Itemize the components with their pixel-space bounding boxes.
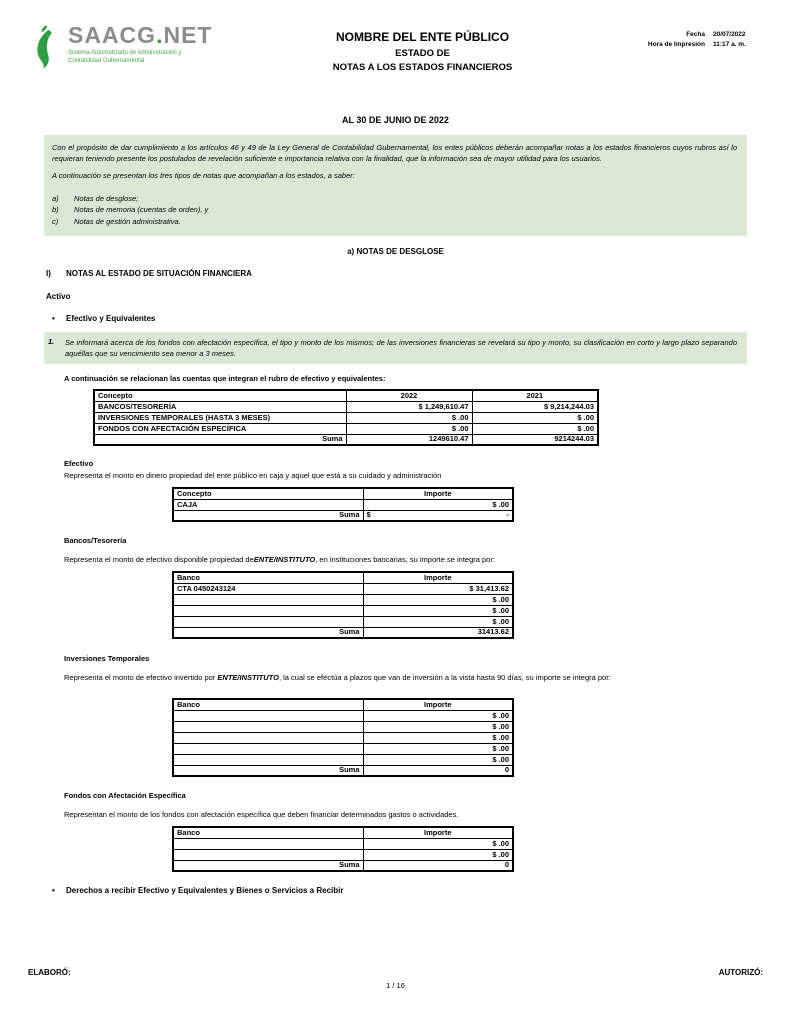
column-header: 2021: [472, 390, 598, 401]
table-row: [173, 594, 513, 605]
intro-paragraph-1: Con el propósito de dar cumplimiento a los artículos 46 y 49 de la Ley General de Contabilidad Gubernamental, los entes públicos deberán acompañar notas a los estados financieros cuyos rubros así lo requieran teniendo presente los postulados de revelación suficiente e importancia relativa con la finalidad, que la información sea de mayor utilidad para los usuarios.: [52, 143, 737, 163]
suma-amount-cell: 1249610.47: [346, 434, 472, 445]
list-item: a) Notas de desglose;: [52, 193, 139, 203]
entity-name: NOMBRE DEL ENTE PÚBLICO: [335, 30, 510, 44]
table-row: [173, 743, 513, 754]
column-header: Concepto: [94, 390, 346, 401]
row-label-cell: CAJA: [173, 499, 363, 510]
bancos-description: Representa el monto de efectivo disponible propiedad deENTE/INSTITUTO, en instituciones bancarias, su importe se integra por:: [64, 555, 495, 565]
amount-cell: $ .00: [363, 710, 513, 721]
bancos-table: [172, 571, 514, 639]
table-row: [173, 499, 513, 510]
intro-block: [44, 135, 747, 236]
column-header: Importe: [363, 572, 513, 583]
autorizo-label: AUTORIZÓ:: [718, 968, 763, 977]
suma-amount-cell: 9214244.03: [472, 434, 598, 445]
efectivo-description: Representa el monto en dinero propiedad del ente público en caja y aquel que está a su cuidado y administración: [64, 471, 442, 481]
efectivo-table: [172, 487, 514, 522]
bullet-derechos-recibir: • Derechos a recibir Efectivo y Equivalentes y Bienes o Servicios a Recibir: [52, 886, 344, 896]
table-row: [173, 583, 513, 594]
list-item: c) Notas de gestión administrativa.: [52, 217, 181, 226]
row-label-cell: [173, 605, 363, 616]
amount-cell: $ .00: [363, 721, 513, 732]
report-date-title: AL 30 DE JUNIO DE 2022: [342, 115, 449, 125]
suma-row: [173, 765, 513, 776]
report-type-line1: ESTADO DE: [395, 48, 450, 59]
row-label-cell: [173, 849, 363, 860]
column-header: 2022: [346, 390, 472, 401]
fondos-table: [172, 826, 514, 872]
table-header-row: [173, 699, 513, 710]
row-label-cell: [173, 594, 363, 605]
row-label-cell: [173, 743, 363, 754]
report-titles: [234, 24, 611, 73]
row-label-cell: INVERSIONES TEMPORALES (HASTA 3 MESES): [94, 412, 346, 423]
column-header: Importe: [363, 827, 513, 838]
subsection-situacion-financiera: I) NOTAS AL ESTADO DE SITUACIÓN FINANCIERA: [46, 268, 252, 278]
suma-amount-cell: $ -: [363, 510, 513, 521]
amount-cell: $ .00: [363, 732, 513, 743]
table-header-row: [173, 488, 513, 499]
section-heading-desglose: a) NOTAS DE DESGLOSE: [347, 246, 444, 256]
amount-cell: $ .00: [346, 412, 472, 423]
entity-placeholder: ENTE/INSTITUTO: [253, 555, 316, 565]
saacg-logo: [34, 24, 234, 75]
amount-cell: $ .00: [472, 423, 598, 434]
column-header: Banco: [173, 699, 363, 710]
entity-placeholder: ENTE/INSTITUTO: [217, 673, 279, 683]
inversiones-table: [172, 698, 514, 777]
suma-row: [94, 434, 598, 445]
table-row: [173, 605, 513, 616]
fondos-heading: Fondos con Afectación Específica: [64, 791, 186, 801]
row-label-cell: [173, 616, 363, 627]
row-label-cell: BANCOS/TESORERÍA: [94, 401, 346, 412]
amount-cell: $ .00: [363, 594, 513, 605]
amount-cell: $ 9,214,244.03: [472, 401, 598, 412]
list-item: b) Notas de memoria (cuentas de orden), y: [52, 205, 209, 215]
fecha-label: Fecha: [686, 31, 705, 38]
suma-amount-cell: 31413.62: [363, 627, 513, 638]
bullet-icon: •: [52, 313, 55, 323]
hora-label: Hora de Impresión: [647, 40, 705, 48]
suma-label-cell: Suma: [173, 765, 363, 776]
column-header: Importe: [363, 699, 513, 710]
bullet-efectivo-equivalentes: • Efectivo y Equivalentes: [52, 313, 156, 323]
amount-cell: $ .00: [363, 754, 513, 765]
fecha-value: 20/07/2022: [713, 31, 746, 38]
amount-cell: $ .00: [363, 499, 513, 510]
amount-cell: $ .00: [472, 412, 598, 423]
suma-label-cell: Suma: [94, 434, 346, 445]
leaf-icon: [34, 24, 64, 75]
column-header: Importe: [363, 488, 513, 499]
table-row: [173, 710, 513, 721]
row-label-cell: [173, 710, 363, 721]
bullet-icon: •: [52, 886, 55, 896]
suma-row: [173, 627, 513, 638]
activo-heading: Activo: [46, 291, 71, 301]
table-row: [173, 849, 513, 860]
row-label-cell: [173, 754, 363, 765]
signature-row: [0, 968, 791, 977]
note-1: 1. Se informará acerca de los fondos con afectación específica, el tipo y monto de los mismos; de las inversiones financieras se revelará su tipo y monto, su clasificación en corto y largo plazo separando aquéllas que su vencimiento sea menor a 3 meses.: [44, 332, 747, 365]
row-label-cell: FONDOS CON AFECTACIÓN ESPECÍFICA: [94, 423, 346, 434]
suma-label-cell: Suma: [173, 510, 363, 521]
table-row: [94, 423, 598, 434]
report-header: [0, 0, 791, 75]
table1-lead-text: A continuación se relacionan las cuentas que integran el rubro de efectivo y equivalentes:: [64, 374, 386, 384]
column-header: Banco: [173, 572, 363, 583]
column-header: Banco: [173, 827, 363, 838]
table-row: [94, 412, 598, 423]
print-info: [611, 24, 761, 50]
suma-amount-cell: 0: [363, 860, 513, 871]
table-header-row: [173, 827, 513, 838]
fondos-description: Representan el monto de los fondos con afectación específica que deben financiar determinados gastos o actividades.: [64, 810, 459, 820]
row-label-cell: [173, 732, 363, 743]
suma-row: [173, 860, 513, 871]
amount-cell: $ 31,413.62: [363, 583, 513, 594]
report-type-line2: NOTAS A LOS ESTADOS FINANCIEROS: [332, 62, 513, 73]
amount-cell: $ .00: [363, 743, 513, 754]
table-row: [173, 721, 513, 732]
efectivo-equivalentes-table: [93, 389, 599, 446]
suma-label-cell: Suma: [173, 627, 363, 638]
table-header-row: [173, 572, 513, 583]
row-label-cell: [173, 838, 363, 849]
column-header: Concepto: [173, 488, 363, 499]
bancos-heading: Bancos/Tesorería: [64, 536, 127, 546]
logo-text: [68, 24, 212, 65]
row-label-cell: [173, 721, 363, 732]
suma-label-cell: Suma: [173, 860, 363, 871]
inversiones-heading: Inversiones Temporales: [64, 654, 150, 664]
logo-brand: SAACG.NET: [68, 22, 213, 48]
amount-cell: $ 1,249,610.47: [346, 401, 472, 412]
amount-cell: $ .00: [363, 616, 513, 627]
table-row: [94, 401, 598, 412]
elaboro-label: ELABORÓ:: [28, 968, 71, 977]
suma-amount-cell: 0: [363, 765, 513, 776]
table-row: [173, 754, 513, 765]
amount-cell: $ .00: [363, 838, 513, 849]
inversiones-description: Representa el monto de efectivo invertido por ENTE/INSTITUTO, la cual se efectúa a plazos que van de inversión a la vista hasta 90 días, su importe se integra por:: [64, 673, 611, 683]
amount-cell: $ .00: [363, 849, 513, 860]
logo-tagline: Sistema Automatizado de Administración y Contabilidad Gubernamental: [68, 50, 182, 65]
table-header-row: [94, 390, 598, 401]
notes-type-list: [52, 193, 737, 228]
table-row: [173, 732, 513, 743]
efectivo-heading: Efectivo: [64, 459, 94, 469]
table-row: [173, 838, 513, 849]
intro-paragraph-2: A continuación se presentan los tres tipos de notas que acompañan a los estados, a saber:: [52, 170, 355, 180]
row-label-cell: CTA 0450243124: [173, 583, 363, 594]
suma-row: [173, 510, 513, 521]
page-number: 1 / 16: [386, 981, 405, 990]
amount-cell: $ .00: [363, 605, 513, 616]
hora-value: 11:17 a. m.: [713, 40, 746, 48]
amount-cell: $ .00: [346, 423, 472, 434]
table-row: [173, 616, 513, 627]
